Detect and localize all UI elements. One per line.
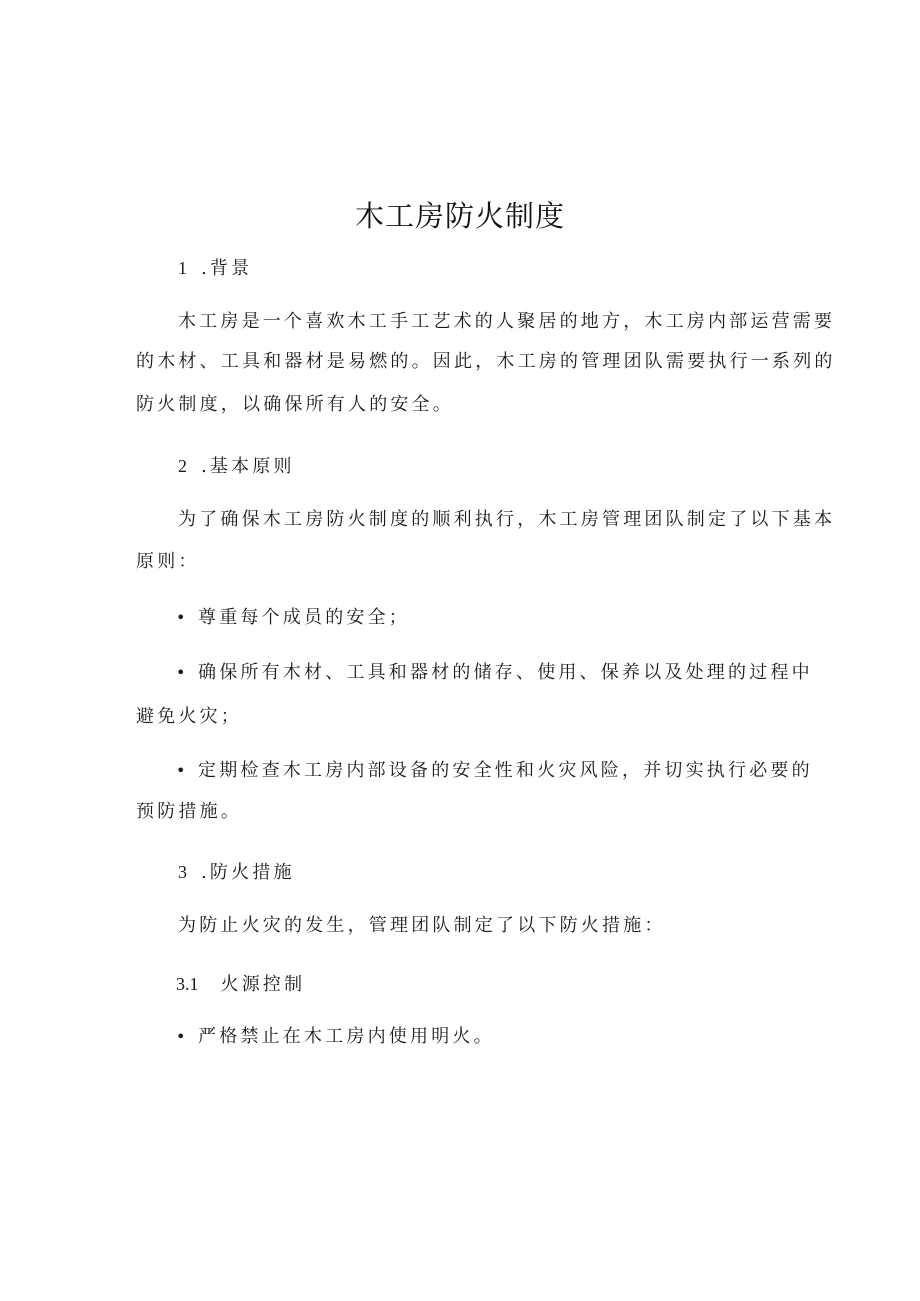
section-title: .防火措施	[201, 862, 295, 883]
bullet-icon: •	[176, 608, 186, 627]
bullet-item-text: 确保所有木材、工具和器材的储存、使用、保养以及处理的过程中	[198, 662, 813, 683]
paragraph-line: 防火制度，以确保所有人的安全。	[136, 394, 454, 415]
paragraph-line: 为了确保木工房防火制度的顺利执行，木工房管理团队制定了以下基本	[178, 509, 836, 530]
bullet-item-text: 严格禁止在木工房内使用明火。	[198, 1026, 495, 1047]
bullet-item-text: 预防措施。	[136, 801, 242, 822]
section-number: 2	[178, 456, 187, 476]
section-heading-2	[178, 454, 295, 479]
bullet-icon: •	[176, 1027, 186, 1046]
paragraph-line: 原则：	[136, 551, 200, 572]
document-title: 木工房防火制度	[354, 199, 565, 233]
bullet-item-text: 尊重每个成员的安全；	[198, 607, 410, 628]
bullet-icon: •	[176, 761, 186, 780]
section-number: 3	[178, 862, 187, 882]
paragraph-line: 为防止火灾的发生，管理团队制定了以下防火措施：	[178, 915, 666, 936]
subsection-number: 3.1	[176, 974, 199, 994]
bullet-icon: •	[176, 663, 186, 682]
section-title: .背景	[201, 258, 253, 279]
section-heading-3	[178, 860, 295, 885]
bullet-item-text: 定期检查木工房内部设备的安全性和火灾风险，并切实执行必要的	[198, 760, 813, 781]
subsection-heading-3-1	[176, 972, 305, 997]
subsection-title: 火源控制	[220, 974, 306, 995]
bullet-item-text: 避免火灾；	[136, 706, 242, 727]
paragraph-line: 木工房是一个喜欢木工手工艺术的人聚居的地方，木工房内部运营需要	[178, 311, 836, 332]
section-title: .基本原则	[201, 456, 295, 477]
section-heading-1	[178, 256, 252, 281]
section-number: 1	[178, 258, 187, 278]
paragraph-line: 的木材、工具和器材是易燃的。因此，木工房的管理团队需要执行一系列的	[136, 351, 836, 372]
